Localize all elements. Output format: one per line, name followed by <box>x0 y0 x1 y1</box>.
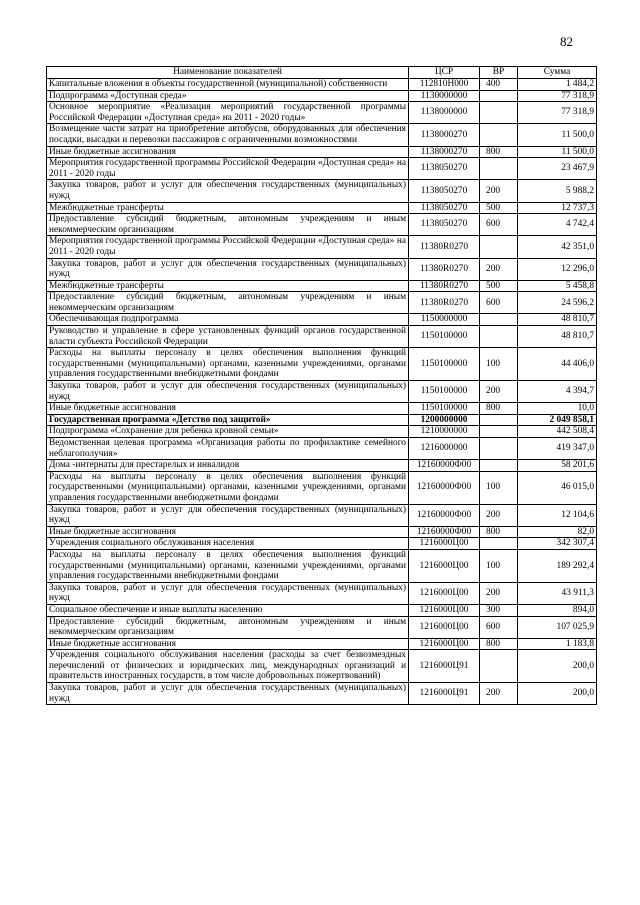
table-row <box>47 403 597 415</box>
cell-csr: 1150100000 <box>409 348 480 381</box>
cell-vr: 200 <box>480 180 518 202</box>
cell-name: Иные бюджетные ассигнования <box>47 146 409 158</box>
cell-name: Подпрограмма «Сохранение для ребенка кровной семьи» <box>47 426 409 438</box>
cell-sum: 2 049 858,1 <box>518 414 597 426</box>
budget-table <box>46 66 597 705</box>
cell-vr <box>480 90 518 102</box>
cell-vr: 800 <box>480 403 518 415</box>
table-row <box>47 280 597 292</box>
cell-vr <box>480 326 518 348</box>
cell-name: Расходы на выплаты персоналу в целях обеспечения выполнения функций государственными (муниципальными) органами, казенными учреждениями, органами управления государственными внебюджетными фондами <box>47 348 409 381</box>
cell-vr <box>480 124 518 146</box>
cell-csr: 1138000000 <box>409 102 480 124</box>
cell-name: Межбюджетные трансферты <box>47 280 409 292</box>
cell-sum: 48 810,7 <box>518 314 597 326</box>
cell-sum: 58 201,6 <box>518 460 597 472</box>
cell-name: Иные бюджетные ассигнования <box>47 526 409 538</box>
table-row <box>47 650 597 683</box>
cell-vr: 500 <box>480 280 518 292</box>
cell-csr: 1130000000 <box>409 90 480 102</box>
table-row <box>47 202 597 214</box>
cell-vr <box>480 236 518 258</box>
cell-csr: 1150100000 <box>409 326 480 348</box>
cell-sum: 12 104,6 <box>518 504 597 526</box>
cell-csr: 11380R0270 <box>409 280 480 292</box>
cell-vr <box>480 102 518 124</box>
cell-name: Закупка товаров, работ и услуг для обеспечения государственных (муниципальных) нужд <box>47 504 409 526</box>
cell-csr: 12160000Ф00 <box>409 471 480 504</box>
cell-sum: 1 484,2 <box>518 79 597 91</box>
cell-sum: 24 596,2 <box>518 292 597 314</box>
table-row <box>47 180 597 202</box>
header-vr: ВР <box>480 67 518 79</box>
cell-sum: 4 742,4 <box>518 214 597 236</box>
cell-sum: 77 318,9 <box>518 90 597 102</box>
table-row <box>47 638 597 650</box>
cell-vr <box>480 460 518 472</box>
cell-sum: 107 025,9 <box>518 616 597 638</box>
cell-name: Мероприятия государственной программы Российской Федерации «Доступная среда» на 2011 - 2020 годы <box>47 236 409 258</box>
header-name: Наименование показателей <box>47 67 409 79</box>
cell-sum: 4 394,7 <box>518 381 597 403</box>
cell-sum: 11 500,0 <box>518 124 597 146</box>
cell-sum: 200,0 <box>518 683 597 705</box>
cell-sum: 77 318,9 <box>518 102 597 124</box>
cell-csr: 1216000Ц00 <box>409 616 480 638</box>
cell-name: Предоставление субсидий бюджетным, автономным учреждениям и иным некоммерческим организациям <box>47 214 409 236</box>
table-row <box>47 258 597 280</box>
table-row <box>47 292 597 314</box>
cell-csr: 1216000000 <box>409 438 480 460</box>
cell-sum: 23 467,9 <box>518 158 597 180</box>
cell-sum: 82,0 <box>518 526 597 538</box>
cell-csr: 1138000270 <box>409 124 480 146</box>
cell-csr: 1216000Ц00 <box>409 604 480 616</box>
cell-name: Обеспечивающая подпрограмма <box>47 314 409 326</box>
cell-csr: 1138000270 <box>409 146 480 158</box>
cell-name: Капитальные вложения в объекты государственной (муниципальной) собственности <box>47 79 409 91</box>
table-row <box>47 381 597 403</box>
cell-sum: 5 988,2 <box>518 180 597 202</box>
cell-csr: 11380R0270 <box>409 258 480 280</box>
cell-vr: 800 <box>480 526 518 538</box>
cell-vr: 200 <box>480 504 518 526</box>
cell-csr: 1200000000 <box>409 414 480 426</box>
cell-csr: 1216000Ц00 <box>409 582 480 604</box>
cell-sum: 48 810,7 <box>518 326 597 348</box>
cell-csr: 1138050270 <box>409 202 480 214</box>
cell-name: Руководство и управление в сфере установленных функций органов государственной власти субъекта Российской Федерации <box>47 326 409 348</box>
cell-sum: 42 351,0 <box>518 236 597 258</box>
table-row <box>47 348 597 381</box>
cell-name: Расходы на выплаты персоналу в целях обеспечения выполнения функций государственными (муниципальными) органами, казенными учреждениями, органами управления государственными внебюджетными фондами <box>47 471 409 504</box>
header-sum: Сумма <box>518 67 597 79</box>
table-row <box>47 214 597 236</box>
cell-name: Возмещение части затрат на приобретение автобусов, оборудованных для обеспечения посадки, высадки и перевозки пассажиров с ограниченными возможностями <box>47 124 409 146</box>
cell-csr: 11380R0270 <box>409 236 480 258</box>
table-row <box>47 158 597 180</box>
cell-vr: 500 <box>480 202 518 214</box>
cell-sum: 12 296,0 <box>518 258 597 280</box>
table-row <box>47 79 597 91</box>
cell-csr: 11380R0270 <box>409 292 480 314</box>
cell-csr: 12160000Ф00 <box>409 526 480 538</box>
table-row <box>47 526 597 538</box>
cell-name: Закупка товаров, работ и услуг для обеспечения государственных (муниципальных) нужд <box>47 381 409 403</box>
table-row <box>47 538 597 550</box>
cell-vr: 600 <box>480 616 518 638</box>
cell-csr: 1210000000 <box>409 426 480 438</box>
cell-name: Учреждения социального обслуживания населения (расходы за счет безвозмездных перечислений от физических и юридических лиц, международных организаций и правительств иностранных государств, в том числе добровольных пожертвований) <box>47 650 409 683</box>
cell-vr: 200 <box>480 258 518 280</box>
cell-name: Закупка товаров, работ и услуг для обеспечения государственных (муниципальных) нужд <box>47 683 409 705</box>
table-body <box>47 79 597 705</box>
cell-name: Предоставление субсидий бюджетным, автономным учреждениям и иным некоммерческим организациям <box>47 292 409 314</box>
cell-sum: 342 307,4 <box>518 538 597 550</box>
cell-sum: 1 183,8 <box>518 638 597 650</box>
cell-csr: 112810Н000 <box>409 79 480 91</box>
table-row <box>47 426 597 438</box>
cell-csr: 1150100000 <box>409 403 480 415</box>
cell-name: Подпрограмма «Доступная среда» <box>47 90 409 102</box>
cell-sum: 46 015,0 <box>518 471 597 504</box>
cell-sum: 10,0 <box>518 403 597 415</box>
cell-sum: 419 347,0 <box>518 438 597 460</box>
table-header-row <box>47 67 597 79</box>
cell-name: Ведомственная целевая программа «Организация работы по профилактике семейного неблагополучия» <box>47 438 409 460</box>
cell-name: Учреждения социального обслуживания населения <box>47 538 409 550</box>
cell-name: Государственная программа «Детство под защитой» <box>47 414 409 426</box>
table-row <box>47 414 597 426</box>
cell-name: Закупка товаров, работ и услуг для обеспечения государственных (муниципальных) нужд <box>47 180 409 202</box>
cell-vr: 100 <box>480 549 518 582</box>
cell-csr: 1216000Ц00 <box>409 538 480 550</box>
cell-vr: 100 <box>480 348 518 381</box>
cell-name: Дома -интернаты для престарелых и инвалидов <box>47 460 409 472</box>
cell-vr: 600 <box>480 292 518 314</box>
cell-name: Закупка товаров, работ и услуг для обеспечения государственных (муниципальных) нужд <box>47 582 409 604</box>
table-row <box>47 326 597 348</box>
cell-vr: 800 <box>480 638 518 650</box>
cell-csr: 1216000Ц00 <box>409 549 480 582</box>
cell-name: Мероприятия государственной программы Российской Федерации «Доступная среда» на 2011 - 2020 годы <box>47 158 409 180</box>
cell-sum: 442 508,4 <box>518 426 597 438</box>
cell-vr: 100 <box>480 471 518 504</box>
table-row <box>47 582 597 604</box>
cell-vr: 200 <box>480 381 518 403</box>
table-row <box>47 438 597 460</box>
cell-vr <box>480 158 518 180</box>
cell-csr: 12160000Ф00 <box>409 460 480 472</box>
cell-name: Социальное обеспечение и иные выплаты населению <box>47 604 409 616</box>
page-number: 82 <box>560 34 573 49</box>
header-csr: ЦСР <box>409 67 480 79</box>
cell-csr: 1138050270 <box>409 214 480 236</box>
cell-vr: 400 <box>480 79 518 91</box>
cell-vr: 600 <box>480 214 518 236</box>
cell-sum: 189 292,4 <box>518 549 597 582</box>
table-row <box>47 124 597 146</box>
cell-csr: 1150100000 <box>409 381 480 403</box>
cell-vr <box>480 314 518 326</box>
cell-vr: 200 <box>480 582 518 604</box>
table-row <box>47 504 597 526</box>
table-row <box>47 616 597 638</box>
cell-vr <box>480 538 518 550</box>
table-row <box>47 460 597 472</box>
cell-vr <box>480 650 518 683</box>
cell-vr: 800 <box>480 146 518 158</box>
table-row <box>47 549 597 582</box>
cell-sum: 44 406,0 <box>518 348 597 381</box>
cell-name: Расходы на выплаты персоналу в целях обеспечения выполнения функций государственными (муниципальными) органами, казенными учреждениями, органами управления государственными внебюджетными фондами <box>47 549 409 582</box>
cell-csr: 1138050270 <box>409 180 480 202</box>
table-row <box>47 146 597 158</box>
cell-vr <box>480 426 518 438</box>
cell-vr <box>480 414 518 426</box>
table-row <box>47 604 597 616</box>
table-row <box>47 90 597 102</box>
cell-csr: 1216000Ц00 <box>409 638 480 650</box>
table-row <box>47 471 597 504</box>
cell-csr: 1138050270 <box>409 158 480 180</box>
cell-csr: 12160000Ф00 <box>409 504 480 526</box>
cell-vr <box>480 438 518 460</box>
table-row <box>47 683 597 705</box>
cell-name: Основное мероприятие «Реализация мероприятий государственной программы Российской Федерации «Доступная среда» на 2011 - 2020 годы» <box>47 102 409 124</box>
cell-csr: 1216000Ц91 <box>409 683 480 705</box>
table-row <box>47 314 597 326</box>
cell-vr: 200 <box>480 683 518 705</box>
cell-sum: 12 737,3 <box>518 202 597 214</box>
cell-sum: 200,0 <box>518 650 597 683</box>
cell-csr: 1150000000 <box>409 314 480 326</box>
cell-name: Иные бюджетные ассигнования <box>47 403 409 415</box>
cell-name: Межбюджетные трансферты <box>47 202 409 214</box>
cell-name: Иные бюджетные ассигнования <box>47 638 409 650</box>
cell-sum: 11 500,0 <box>518 146 597 158</box>
cell-sum: 43 911,3 <box>518 582 597 604</box>
cell-name: Предоставление субсидий бюджетным, автономным учреждениям и иным некоммерческим организациям <box>47 616 409 638</box>
cell-name: Закупка товаров, работ и услуг для обеспечения государственных (муниципальных) нужд <box>47 258 409 280</box>
cell-sum: 5 458,8 <box>518 280 597 292</box>
cell-vr: 300 <box>480 604 518 616</box>
table-row <box>47 236 597 258</box>
cell-csr: 1216000Ц91 <box>409 650 480 683</box>
cell-sum: 894,0 <box>518 604 597 616</box>
table-row <box>47 102 597 124</box>
